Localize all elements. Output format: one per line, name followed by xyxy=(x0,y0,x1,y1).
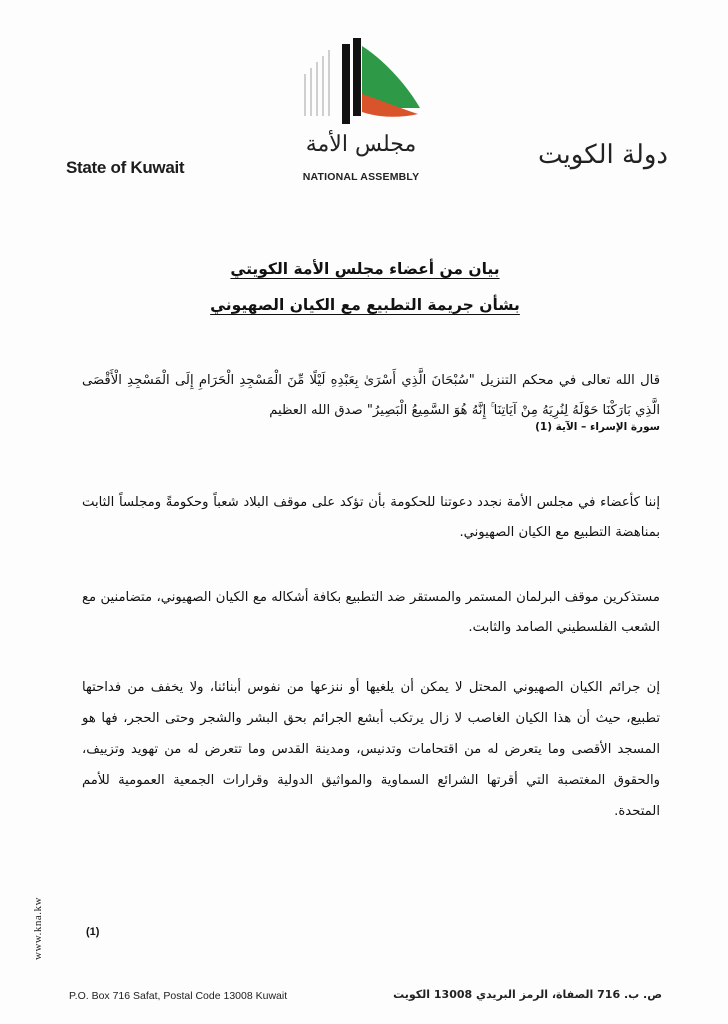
state-of-kuwait-english: State of Kuwait xyxy=(66,158,185,177)
paragraph-2: إننا كأعضاء في مجلس الأمة نجدد دعوتنا للحكومة بأن تؤكد على موقف البلاد شعباً وحكومةً ومجلساً الثابت بمناهضة التطبيع مع الكيان الصهيوني. xyxy=(82,495,660,540)
paragraph-4: إن جرائم الكيان الصهيوني المحتل لا يمكن أن يلغيها أو ننزعها من نفوس أبنائنا، ولا يخفف من فداحتها تطبيع، حيث أن هذا الكيان الغاصب لا زال يرتكب أبشع الجرائم بحق البشر والشجر وحتى الحجر، فها هو المسجد الأقصى وما يتعرض له من اقتحامات وتدنيس، ومدينة القدس وما تتعرض له من تهويد وتزييف، والحقوق المغتصبة التي أقرتها الشرائع السماوية والمواثيق الدولية وقرارات الجمعية العمومية للأمم المتحدة. xyxy=(82,680,660,819)
verse-reference: سورة الإسراء – الآية (1) xyxy=(535,421,660,433)
footer-address-arabic: ص. ب. 716 الصفاة، الرمز البريدي 13008 الكويت xyxy=(393,988,662,1001)
statement-title: بيان من أعضاء مجلس الأمة الكويتي xyxy=(230,260,500,278)
logo-english-text: NATIONAL ASSEMBLY xyxy=(302,171,420,183)
statement-subtitle: بشأن جريمة التطبيع مع الكيان الصهيوني xyxy=(210,296,520,314)
page-number: (1) xyxy=(86,926,100,938)
paragraph-quran-verse: قال الله تعالى في محكم التنزيل "سُبْحَانَ الَّذِي أَسْرَىٰ بِعَبْدِهِ لَيْلًا مِّنَ الْمَسْجِدِ الْحَرَامِ إِلَى الْمَسْجِدِ الْأَقْصَى الَّذِي بَارَكْنَا حَوْلَهُ لِنُرِيَهُ مِنْ آيَاتِنَا ۚ إِنَّهُ هُوَ السَّمِيعُ الْبَصِيرُ" صدق الله العظيم xyxy=(82,373,660,418)
national-assembly-logo xyxy=(296,38,426,188)
footer-address-english: P.O. Box 716 Safat, Postal Code 13008 Kuwait xyxy=(69,990,288,1002)
assembly-emblem-icon xyxy=(296,38,426,130)
paragraph-3: مستذكرين موقف البرلمان المستمر والمستقر ضد التطبيع بكافة أشكاله مع الكيان الصهيوني، متضامنين مع الشعب الفلسطيني الصامد والثابت. xyxy=(82,590,660,635)
side-website-url: www.kna.kw xyxy=(32,897,44,960)
logo-arabic-text: مجلس الأمة xyxy=(305,132,417,157)
state-of-kuwait-arabic: دولة الكويت xyxy=(538,140,668,170)
